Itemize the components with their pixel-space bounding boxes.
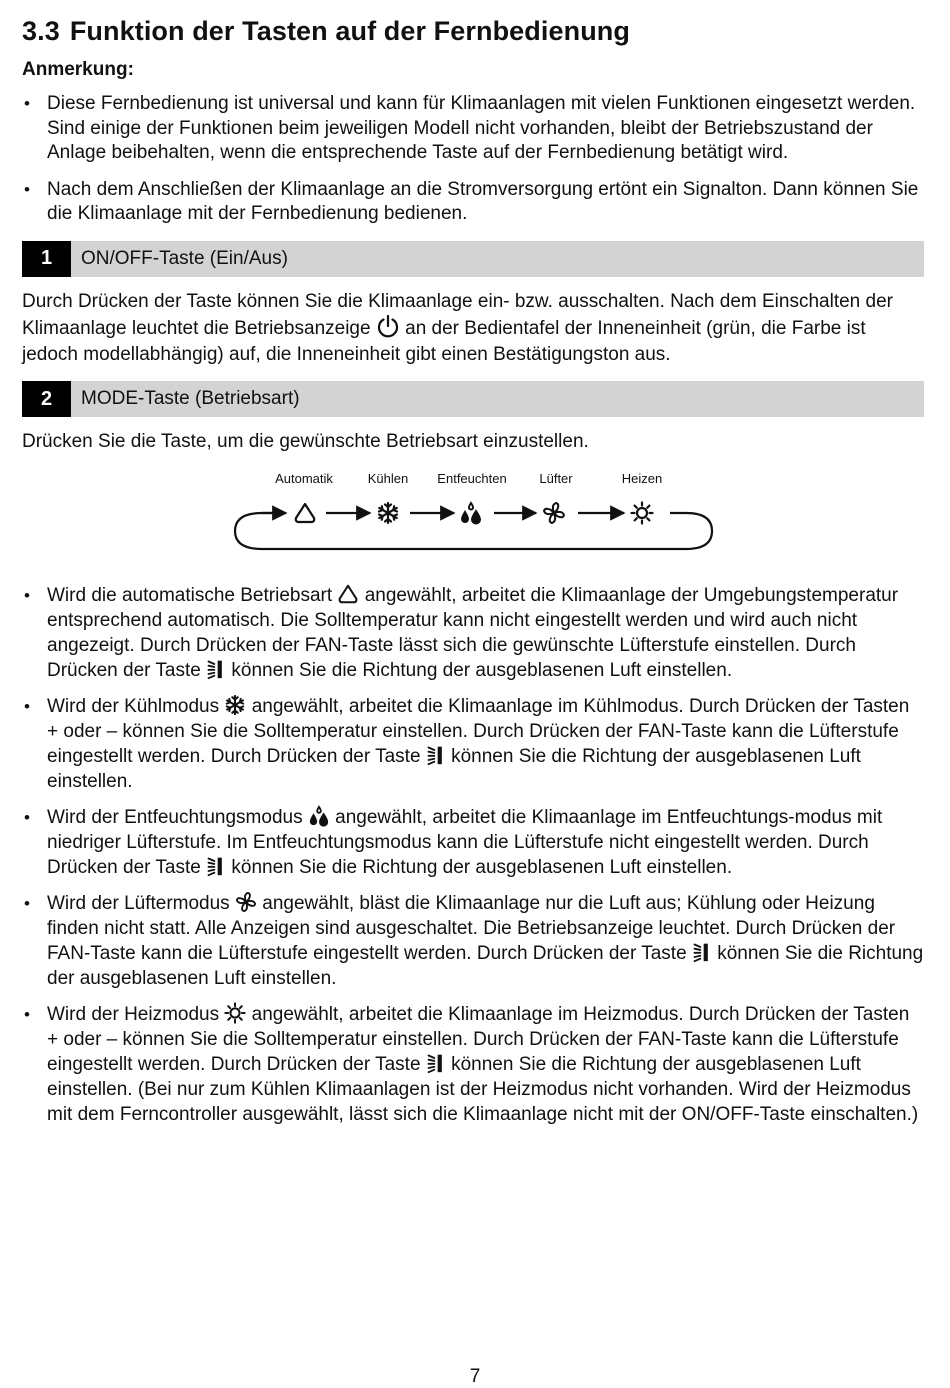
swing-icon — [426, 744, 446, 766]
swing-icon — [426, 1052, 446, 1074]
section-number: 3.3 — [22, 16, 60, 46]
note-item-2: • Nach dem Anschließen der Klimaanlage an die Stromversorgung ertönt ein Signalton. Dann können Sie die Klimaanlage mit der Fernbedienung bedienen. — [22, 178, 924, 227]
key-1-text-b: an der Bedientafel der Inneneinheit (grün, die Farbe ist jedoch modellabhängig) auf, die Inneneinheit gibt einen Bestätigungston aus. — [22, 318, 866, 365]
sun-icon — [632, 502, 653, 523]
key-1-number: 1 — [22, 241, 71, 277]
power-icon — [376, 314, 400, 338]
key-1-header — [22, 241, 924, 277]
key-1-description — [22, 289, 924, 368]
drops-icon — [462, 503, 480, 524]
mode-dry-text-a: Wird der Entfeuchtungsmodus — [47, 806, 303, 828]
fan-icon — [544, 503, 564, 523]
fan-icon — [235, 891, 257, 913]
key-1-title: ON/OFF-Taste (Ein/Aus) — [81, 247, 288, 269]
key-2-intro: Drücken Sie die Taste, um die gewünschte Betriebsart einzustellen. — [22, 431, 589, 452]
mode-heat-text-c: können Sie die Richtung der ausgeblasenen Luft einstellen. (Bei nur zum Kühlen Klimaanlagen ist der Heizmodus nicht vorhanden. Wird der Heizmodus mit dem Ferncontroller ausgewählt, lässt sich die Klimaanlage nicht mit der ON/OFF-Taste einschalten.) — [47, 1053, 919, 1125]
section-heading — [22, 14, 924, 48]
cycle-label-auto: Automatik — [275, 470, 333, 486]
sun-icon — [224, 1002, 246, 1024]
mode-auto-text-a: Wird die automatische Betriebsart — [47, 584, 333, 606]
swing-icon — [206, 658, 226, 680]
key-1-text-a: Durch Drücken der Taste können Sie die Klimaanlage ein- bzw. ausschalten. Nach dem Einschalten der Klimaanlage leuchtet die Betriebsanzeige — [22, 290, 893, 339]
mode-dry-text-c: können Sie die Richtung der ausgeblasenen Luft einstellen. — [231, 856, 733, 878]
mode-heat-text-b: angewählt, arbeitet die Klimaanlage im Heizmodus. Durch Drücken der Tasten + oder – können Sie die Solltemperatur einstellen. Durch Drücken der FAN-Taste kann die Lüfterstufe eingestellt werden. Durch Drücken der Taste — [47, 1003, 910, 1075]
mode-cool-text-a: Wird der Kühlmodus — [47, 695, 220, 717]
mode-cool-text-c: können Sie die Richtung der ausgeblasenen Luft einstellen. — [47, 745, 861, 792]
mode-fan-text-a: Wird der Lüftermodus — [47, 892, 230, 914]
key-2-header — [22, 381, 924, 417]
mode-cool-text-b: angewählt, arbeitet die Klimaanlage im Kühlmodus. Durch Drücken der Tasten + oder – können Sie die Solltemperatur einstellen. Durch Drücken der FAN-Taste kann die Lüfterstufe eingestellt werden. Durch Drücken der Taste — [47, 695, 910, 767]
note-label: Anmerkung: — [22, 59, 134, 80]
drops-icon — [308, 805, 330, 827]
key-2-number: 2 — [22, 381, 71, 417]
snowflake-icon — [379, 503, 397, 523]
swing-icon — [206, 855, 226, 877]
swing-icon — [692, 941, 712, 963]
mode-heat-text-a: Wird der Heizmodus — [47, 1003, 220, 1025]
mode-item-heat — [22, 1002, 924, 1127]
mode-auto-text-b: angewählt, arbeitet die Klimaanlage der Umgebungstemperatur entsprechend automatisch. Die Solltemperatur kann nicht eingestellt werden und wird auch nicht angezeigt. Durch Drücken der FAN-Taste lässt sich die gewünschte Lüfterstufe einstellen. Durch Drücken der Taste — [47, 584, 899, 681]
mode-fan-text-b: angewählt, bläst die Klimaanlage nur die Luft aus; Kühlung oder Heizung finden nicht statt. Alle Anzeigen sind ausgeschaltet. Die Betriebsanzeige leuchtet. Durch Drücken der FAN-Taste kann die Lüfterstufe eingestellt werden. Durch Drücken der Taste — [47, 892, 896, 964]
auto-mode-icon — [337, 583, 359, 605]
note-list — [22, 92, 924, 227]
mode-list — [22, 583, 924, 1127]
mode-item-cool — [22, 694, 924, 794]
note-item-1: • Diese Fernbedienung ist universal und kann für Klimaanlagen mit vielen Funktionen eingesetzt werden. Sind einige der Funktionen beim jeweiligen Modell nicht vorhanden, bleibt der Betriebszustand der Anlage beibehalten, wenn die entsprechende Taste auf der Fernbedienung betätigt wird. — [22, 92, 924, 166]
mode-cycle-loop — [22, 471, 924, 561]
mode-dry-text-b: angewählt, arbeitet die Klimaanlage im Entfeuchtungs-modus mit niedriger Lüfterstufe. Im Entfeuchtungsmodus kann die Lüfterstufe nicht eingestellt werden. Durch Drücken der Taste — [47, 806, 883, 878]
cycle-label-heat: Heizen — [621, 470, 663, 486]
page-number: 7 — [469, 1366, 481, 1387]
mode-fan-text-c: können Sie die Richtung der ausgeblasenen Luft einstellen. — [47, 942, 924, 989]
section-title: Funktion der Tasten auf der Fernbedienung — [69, 16, 630, 46]
mode-cycle-diagram — [22, 471, 924, 561]
mode-item-auto — [22, 583, 924, 683]
manual-page — [22, 14, 924, 1138]
cycle-label-dry: Entfeuchten — [437, 470, 507, 486]
snowflake-icon — [224, 694, 246, 716]
mode-item-fan — [22, 891, 924, 991]
cycle-label-cool: Kühlen — [367, 470, 409, 486]
mode-auto-text-c: können Sie die Richtung der ausgeblasenen Luft einstellen. — [231, 659, 733, 681]
auto-mode-icon — [296, 504, 314, 522]
cycle-label-fan: Lüfter — [539, 470, 573, 486]
key-2-title: MODE-Taste (Betriebsart) — [81, 388, 300, 409]
mode-item-dry — [22, 805, 924, 880]
